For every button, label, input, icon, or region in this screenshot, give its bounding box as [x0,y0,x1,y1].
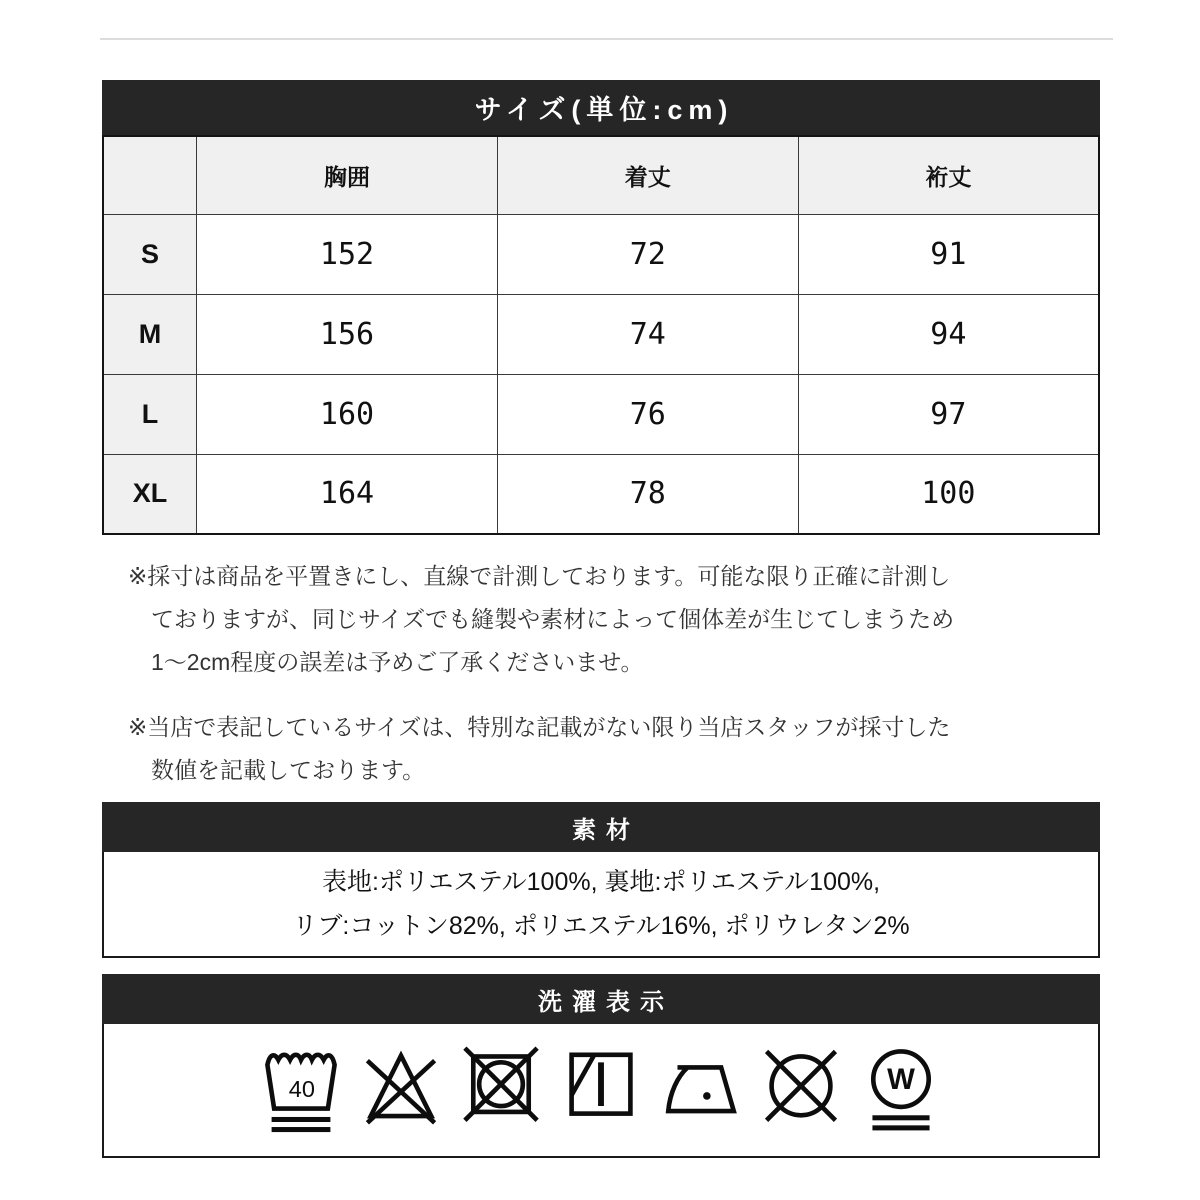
note-line: ておりますが、同じサイズでも縫製や素材によって個体差が生じてしまうため [151,606,955,632]
size-label: L [103,374,197,454]
size-table [102,135,1100,535]
do-not-tumble-dry-icon [459,1042,543,1139]
column-header-sleeve: 裄丈 [798,136,1099,214]
table-row-s [103,214,1099,294]
laundry-section [102,974,1100,1158]
cell-value: 72 [497,214,798,294]
material-section [102,802,1100,958]
cell-value: 160 [197,374,498,454]
wash-40-gentle-icon [259,1042,343,1139]
laundry-icons-row [102,1024,1100,1158]
note-staff-measured [102,706,1100,792]
size-chart-section [102,80,1100,535]
do-not-bleach-icon [359,1042,443,1139]
column-header-length: 着丈 [497,136,798,214]
line-dry-in-shade-icon [559,1042,643,1139]
size-label: S [103,214,197,294]
size-label: M [103,294,197,374]
laundry-title: 洗濯表示 [102,974,1100,1024]
cell-value: 164 [197,454,498,534]
cell-value: 94 [798,294,1099,374]
note-line: 数値を記載しております。 [151,757,426,783]
cell-value: 97 [798,374,1099,454]
svg-text:40: 40 [288,1075,315,1102]
size-table-header-row [103,136,1099,214]
material-title: 素材 [102,802,1100,852]
content-column [102,80,1100,1158]
cell-value: 74 [497,294,798,374]
note-line: ※当店で表記しているサイズは、特別な記載がない限り当店スタッフが採寸した [128,714,951,740]
cell-value: 100 [798,454,1099,534]
material-line: 表地:ポリエステル100%, 裏地:ポリエステル100%, [321,868,881,896]
note-measurement-accuracy [102,555,1100,684]
wet-clean-gentle-icon [859,1042,943,1139]
iron-low-heat-icon [659,1042,743,1139]
column-header-chest: 胸囲 [197,136,498,214]
table-row-m [103,294,1099,374]
material-line: リブ:コットン82%, ポリエステル16%, ポリウレタン2% [292,912,910,940]
material-body [102,852,1100,958]
table-row-l [103,374,1099,454]
do-not-dry-clean-icon [759,1042,843,1139]
corner-cell [103,136,197,214]
note-line: ※採寸は商品を平置きにし、直線で計測しております。可能な限り正確に計測し [128,563,951,589]
size-label: XL [103,454,197,534]
cell-value: 78 [497,454,798,534]
note-line: 1〜2cm程度の誤差は予めご了承くださいませ。 [151,649,644,675]
top-divider [100,38,1113,40]
cell-value: 152 [197,214,498,294]
svg-text:W: W [887,1062,915,1096]
table-row-xl [103,454,1099,534]
cell-value: 91 [798,214,1099,294]
measurement-notes [102,555,1100,792]
size-chart-title: サイズ(単位:cm) [102,80,1100,135]
cell-value: 76 [497,374,798,454]
cell-value: 156 [197,294,498,374]
